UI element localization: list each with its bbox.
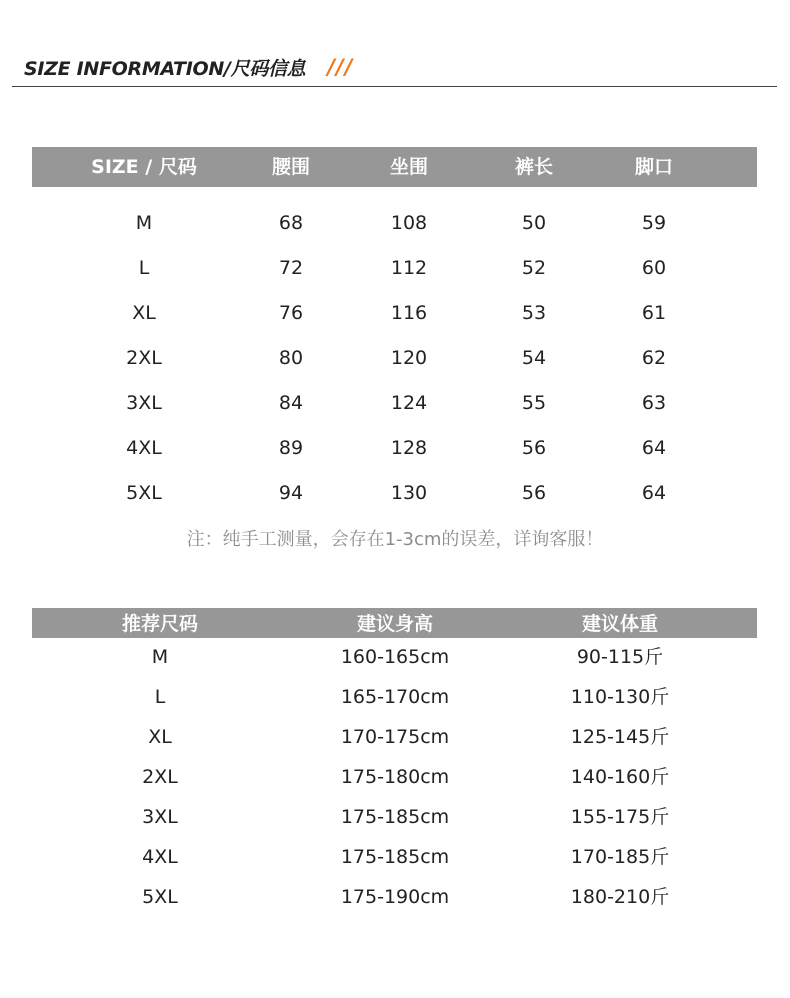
height-cell: 175-185cm	[340, 846, 450, 868]
hem-cell: 64	[641, 437, 667, 459]
size-cell: 4XL	[142, 846, 178, 868]
table-row	[32, 757, 757, 797]
column-header-length: 裤长	[514, 156, 554, 178]
table-row	[32, 336, 757, 381]
size-cell: 2XL	[126, 347, 162, 369]
length-cell: 53	[521, 302, 547, 324]
length-cell: 56	[521, 482, 547, 504]
weight-cell: 155-175斤	[570, 806, 670, 828]
height-cell: 175-190cm	[340, 886, 450, 908]
hem-cell: 64	[641, 482, 667, 504]
column-header-waist: 腰围	[271, 156, 311, 178]
header-divider	[12, 86, 777, 87]
hip-cell: 120	[390, 347, 428, 369]
hem-cell: 63	[641, 392, 667, 414]
column-header-height: 建议身高	[356, 613, 434, 635]
table-row	[32, 426, 757, 471]
table-row	[32, 471, 757, 516]
weight-cell: 125-145斤	[570, 726, 670, 748]
size-cell: 3XL	[142, 806, 178, 828]
table-row	[32, 677, 757, 717]
hip-cell: 108	[390, 212, 428, 234]
size-cell: 5XL	[142, 886, 178, 908]
size-cell: 2XL	[142, 766, 178, 788]
column-header-recommended-size: 推荐尺码	[121, 613, 199, 635]
table-row	[32, 717, 757, 757]
hip-cell: 128	[390, 437, 428, 459]
column-header-weight: 建议体重	[581, 613, 659, 635]
height-cell: 175-185cm	[340, 806, 450, 828]
hem-cell: 60	[641, 257, 667, 279]
waist-cell: 80	[278, 347, 304, 369]
weight-cell: 140-160斤	[570, 766, 670, 788]
length-cell: 50	[521, 212, 547, 234]
height-cell: 175-180cm	[340, 766, 450, 788]
weight-cell: 110-130斤	[570, 686, 670, 708]
length-cell: 54	[521, 347, 547, 369]
hem-cell: 59	[641, 212, 667, 234]
size-cell: M	[135, 212, 153, 234]
size-cell: 4XL	[126, 437, 162, 459]
length-cell: 56	[521, 437, 547, 459]
waist-cell: 94	[278, 482, 304, 504]
length-cell: 52	[521, 257, 547, 279]
column-header-size: SIZE / 尺码	[91, 156, 197, 178]
size-cell: M	[151, 646, 169, 668]
waist-cell: 72	[278, 257, 304, 279]
waist-cell: 68	[278, 212, 304, 234]
table-row	[32, 637, 757, 677]
table-row	[32, 797, 757, 837]
section-title: SIZE INFORMATION/尺码信息	[24, 57, 306, 80]
table-row	[32, 877, 757, 917]
weight-cell: 180-210斤	[570, 886, 670, 908]
recommend-table-header	[32, 608, 757, 638]
hip-cell: 124	[390, 392, 428, 414]
table-row	[32, 201, 757, 246]
slash-decoration: ///	[327, 55, 354, 79]
section-header	[24, 52, 353, 82]
height-cell: 160-165cm	[340, 646, 450, 668]
length-cell: 55	[521, 392, 547, 414]
size-cell: 5XL	[126, 482, 162, 504]
weight-cell: 90-115斤	[576, 646, 664, 668]
table-row	[32, 291, 757, 336]
size-cell: L	[154, 686, 166, 708]
waist-cell: 76	[278, 302, 304, 324]
size-cell: L	[138, 257, 150, 279]
size-table-header	[32, 147, 757, 187]
hip-cell: 112	[390, 257, 428, 279]
hip-cell: 130	[390, 482, 428, 504]
measurement-note: 注：纯手工测量，会存在1-3cm的误差，详询客服！	[186, 529, 604, 550]
hip-cell: 116	[390, 302, 428, 324]
hem-cell: 62	[641, 347, 667, 369]
column-header-hem: 脚口	[634, 156, 674, 178]
table-row	[32, 381, 757, 426]
size-cell: XL	[148, 726, 172, 748]
height-cell: 170-175cm	[340, 726, 450, 748]
column-header-hip: 坐围	[389, 156, 429, 178]
size-cell: XL	[132, 302, 156, 324]
waist-cell: 84	[278, 392, 304, 414]
hem-cell: 61	[641, 302, 667, 324]
table-row	[32, 246, 757, 291]
weight-cell: 170-185斤	[570, 846, 670, 868]
table-row	[32, 837, 757, 877]
height-cell: 165-170cm	[340, 686, 450, 708]
waist-cell: 89	[278, 437, 304, 459]
size-cell: 3XL	[126, 392, 162, 414]
